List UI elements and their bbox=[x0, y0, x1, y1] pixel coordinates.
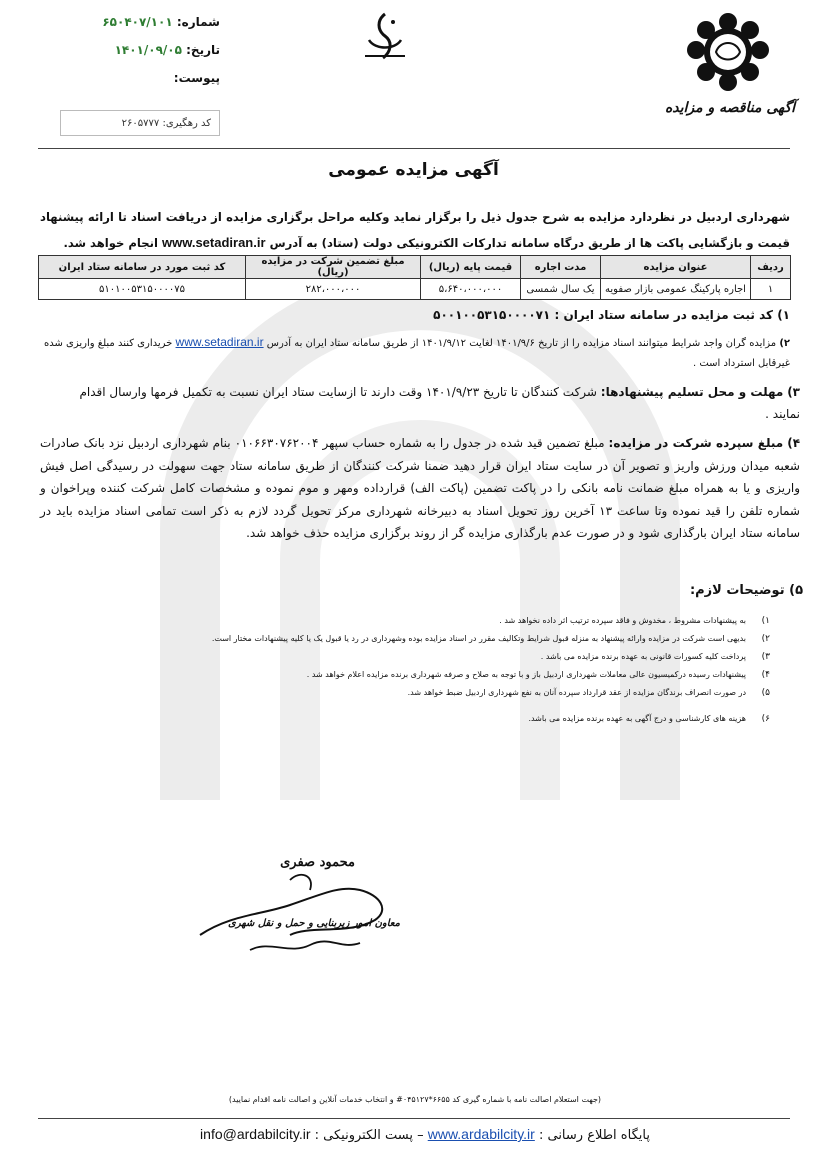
watermark-emblem bbox=[50, 300, 790, 820]
col-base-price: قیمت پایه (ریال) bbox=[421, 256, 521, 279]
signatory-title: معاون امور زیربنایی و حمل و نقل شهری bbox=[228, 918, 400, 929]
intro-site: www.setadiran.ir bbox=[161, 235, 266, 250]
letter-attachment: پیوست: bbox=[173, 71, 220, 85]
item-setad-code: ۱) کد ثبت مزایده در سامانه ستاد ایران : ۵۰۰۱۰۰۵۳۱۵۰۰۰۰۷۱ bbox=[433, 308, 790, 322]
item-documents: ۲) مزایده گران واجد شرایط میتوانند اسناد مزایده را از تاریخ ۱۴۰۱/۹/۶ لغایت ۱۴۰۱/۹/۱۲ از طریق سامانه ستاد ایران به آدرس www.setadiran.ir خریداری کنند مبلغ واریزی شده غیرقابل استرداد است . bbox=[43, 335, 790, 369]
tracking-code-label: کد رهگیری: bbox=[162, 118, 211, 129]
bismillah-calligraphy-icon bbox=[355, 10, 415, 66]
list-item: ۴) پیشنهادات رسیده درکمیسیون عالی معاملات شهرداری اردبیل باز و با توجه به صلاح و صرفه شهرداری برنده مزایده اعلام خواهد شد . bbox=[306, 670, 770, 680]
letter-meta bbox=[90, 12, 220, 96]
notes-title: ۵) توضیحات لازم: bbox=[689, 583, 803, 598]
list-item: ۵) در صورت انصراف برندگان مزایده از عقد قرارداد سپرده آنان به نفع شهرداری اردبیل ضبط خواهد شد. bbox=[407, 688, 770, 698]
list-item: ۲) بدیهی است شرکت در مزایده وارائه پیشنهاد به منزله قبول شرایط وتکالیف مقرر در اسناد مزایده بوده وشهرداری در رد یا قبول یک یا کلیه پیشنهادات مختار است. bbox=[211, 634, 770, 644]
col-lease-period: مدت اجاره bbox=[521, 256, 601, 279]
tracking-code-value: ۲۶۰۵۷۷۷ bbox=[121, 118, 160, 129]
cell-guarantee: ۲۸۲،۰۰۰،۰۰۰ bbox=[246, 279, 421, 300]
intro-paragraph: شهرداری اردبیل در نظردارد مزایده به شرح جدول ذیل را برگزار نماید وکلیه مراحل برگزاری مزایده از دریافت اسناد تا ارائه پیشنهاد قیمت و بازگشایی پاکت ها از طریق درگاه سامانه تدارکات الکترونیکی دولت (ستاد) به آدرس www.setadiran.ir انجام خواهد شد. bbox=[40, 210, 790, 250]
cell-setad-code: ۵۱۰۱۰۰۵۳۱۵۰۰۰۰۷۵ bbox=[39, 279, 246, 300]
handwritten-signature bbox=[190, 855, 410, 975]
tracking-code-box bbox=[60, 110, 220, 136]
letter-date: تاریخ: ۱۴۰۱/۰۹/۰۵ bbox=[114, 43, 220, 57]
col-guarantee: مبلغ تضمین شرکت در مزایده (ریال) bbox=[246, 256, 421, 279]
municipality-logo-icon bbox=[680, 10, 776, 96]
cell-base-price: ۵،۶۴۰،۰۰۰،۰۰۰ bbox=[421, 279, 521, 300]
letter-date-value: ۱۴۰۱/۰۹/۰۵ bbox=[114, 43, 182, 57]
portal-link[interactable]: www.ardabilcity.ir bbox=[427, 1126, 535, 1142]
col-row-number: ردیف bbox=[751, 256, 791, 279]
verification-note: (جهت استعلام اصالت نامه با شماره گیری کد ۶۶۵۵*۰۴۵۱۲۷# و انتخاب خدمات آنلاین و اصالت نامه اقدام نمایید) bbox=[228, 1095, 602, 1104]
footer-contact: پایگاه اطلاع رسانی : www.ardabilcity.ir – پست الکترونیکی : info@ardabilcity.ir bbox=[200, 1126, 650, 1143]
header-divider bbox=[38, 148, 790, 149]
logo-caption: آگهی مناقصه و مزایده bbox=[664, 100, 796, 116]
table-header-row bbox=[39, 256, 791, 279]
footer-divider bbox=[38, 1118, 790, 1119]
cell-row-number: ۱ bbox=[751, 279, 791, 300]
list-item: ۱) به پیشنهادات مشروط ، مخدوش و فاقد سپرده ترتیب اثر داده نخواهد شد . bbox=[499, 616, 770, 626]
setad-code-value: ۵۰۰۱۰۰۵۳۱۵۰۰۰۰۷۱ bbox=[433, 308, 551, 322]
email-address[interactable]: info@ardabilcity.ir bbox=[200, 1126, 311, 1142]
auction-table bbox=[38, 255, 791, 300]
item-deposit: ۴) مبلغ سپرده شرکت در مزایده: مبلغ تضمین قید شده در جدول را به شماره حساب سپهر ۰۱۰۶۶۳۰۷۶۲۰۰۴ بنام شهرداری اردبیل نزد بانک صادرات شعبه میدان ورزش واریز و تصویر آن در سایت ستاد ایران قرار دهید ضمنا شرکت کنندگان از طریق سامانه ستاد جهت سهولت در رسیدگی اصل فیش واریزی و یا به همراه مبلغ ضمانت نامه بانکی را در پاکت تضمین (پاکت الف) قرارداده ومهر و موم نموده و مشخصات کامل شرکت کننده وپراخوان و شماره تلفن را قید نموده وتا ساعت ۱۳ آخرین روز تحویل اسناد به دبیرخانه شهرداری مرکز تحویل گردد لازم به ذکر است تمامی اسناد مزایده باید در سامانه ستاد ایران بارگذاری شود و در صورت عدم بارگذاری مزایده گر از روند برگزاری مزایده حذف خواهد شد. bbox=[40, 436, 801, 540]
signatory-name: محمود صفری bbox=[280, 855, 355, 870]
notes-list bbox=[120, 612, 770, 728]
letter-number: شماره: ۶۵۰۴۰۷/۱۰۱ bbox=[102, 15, 220, 29]
item-deadline: ۳) مهلت و محل تسلیم پیشنهادها: شرکت کنندگان تا تاریخ ۱۴۰۱/۹/۲۳ وقت دارند تا ازسایت ستاد ایران نسبت به تکمیل فرمها وارسال اقدام نمایند . bbox=[79, 385, 800, 421]
list-item: ۶) هزینه های کارشناسی و درج آگهی به عهده برنده مزایده می باشد. bbox=[528, 714, 770, 724]
list-item: ۳) پرداخت کلیه کسورات قانونی به عهده برنده مزایده می باشد . bbox=[540, 652, 770, 662]
page-title: آگهی مزایده عمومی bbox=[328, 160, 499, 180]
setadiran-link[interactable]: www.setadiran.ir bbox=[175, 335, 264, 349]
table-row bbox=[39, 279, 791, 300]
col-setad-code: کد ثبت مورد در سامانه ستاد ایران bbox=[39, 256, 246, 279]
cell-lease-period: یک سال شمسی bbox=[521, 279, 601, 300]
cell-title: اجاره پارکینگ عمومی بازار صفویه bbox=[601, 279, 751, 300]
letter-number-value: ۶۵۰۴۰۷/۱۰۱ bbox=[102, 15, 173, 29]
col-title: عنوان مزایده bbox=[601, 256, 751, 279]
